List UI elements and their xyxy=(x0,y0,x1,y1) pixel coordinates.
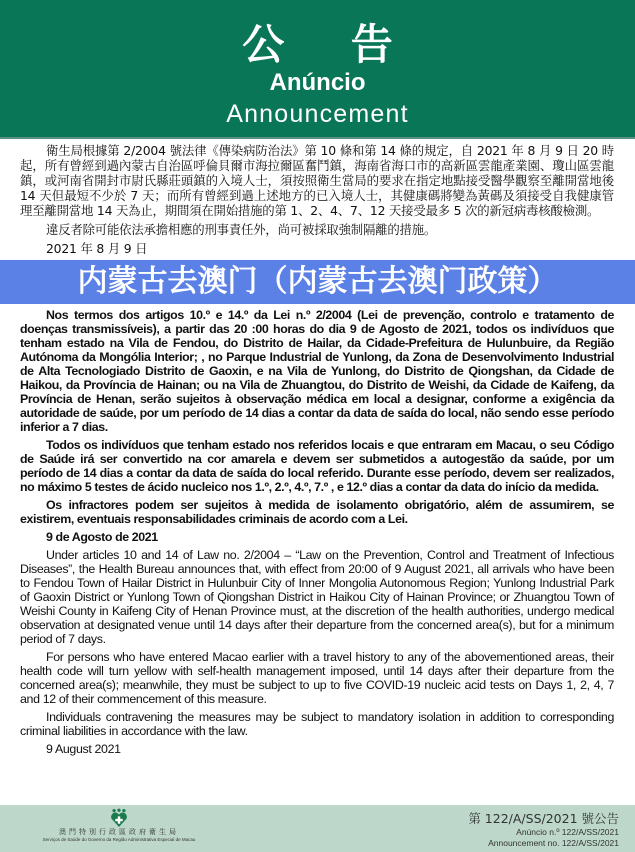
announcement-header xyxy=(0,0,635,137)
health-bureau-emblem-icon xyxy=(110,808,128,828)
announcement-number-zh: 第 122/A/SS/2021 號公告 xyxy=(468,811,619,826)
announcement-number-en: Announcement no. 122/A/SS/2021 xyxy=(488,838,619,848)
header-divider xyxy=(0,137,635,139)
logo-name-pt: Serviços de Saúde do Governo da Região Administrativa Especial de Macau xyxy=(42,837,196,842)
title-overlay-banner xyxy=(0,260,635,304)
health-bureau-logo xyxy=(14,808,224,843)
chinese-date: 2021 年 8 月 9 日 xyxy=(46,241,148,256)
portuguese-paragraph-2: Todos os indivíduos que tenham estado nos referidos locais e que entraram em Macau, o seu Código de Saúde irá ser convertido na cor amarela e devem ser submetidos a autogestão da saúde, por um período de 14 dias a contar da data de saída do local referido. Durante esse período, devem ser realizados, no máximo 5 testes de ácido nucleico nos 1.º, 2.º, 4.º, 7.º , e 12.º dias a contar da data do início da medida. xyxy=(20,438,614,494)
english-paragraph-1: Under articles 10 and 14 of Law no. 2/2004 – “Law on the Prevention, Control and Treatment of Infectious Diseases”, the Health Bureau announces that, with effect from 20:00 of 9 August 2021, all arrivals who have been to Fendou Town of Hailar District in Hulunbuir City of Inner Mongolia Autonomous Region; Yunlong Industrial Park of Gaoxin District or Yunlong Town of Qiongshan District in Haikou City of Hainan Province; or Zhuangtou Town of Weishi County in Kaifeng City of Henan Province must, at the discretion of the health authorities, undergo medical observation at designated venue until 14 days after their departure from the concerned area(s), but for a minimum period of 7 days. xyxy=(20,548,614,646)
english-paragraph-2: For persons who have entered Macao earlier with a travel history to any of the abovementioned areas, their health code will turn yellow with self-health management imposed, until 14 days after their departure from the concerned area(s); meanwhile, they must be subject to up to five COVID-19 nucleic acid tests on Days 1, 2, 4, 7 and 12 of their commencement of this measure. xyxy=(20,650,614,706)
title-en: Announcement xyxy=(226,100,409,128)
english-paragraph-3: Individuals contravening the measures may be subject to mandatory isolation in addition to corresponding criminal liabilities in accordance with the law. xyxy=(20,710,614,738)
overlay-title: 内蒙古去澳门（内蒙古去澳门政策） xyxy=(77,264,558,299)
portuguese-date: 9 de Agosto de 2021 xyxy=(46,530,158,544)
english-date: 9 August 2021 xyxy=(46,742,121,756)
portuguese-paragraph-1: Nos termos dos artigos 10.º e 14.º da Lei n.º 2/2004 (Lei de prevenção, controlo e tratamento de doenças transmissíveis), a partir das 20 :00 horas do dia 9 de Agosto de 2021, todos os indivíduos que tenham estado na Vila de Fendou, do Distrito de Hailar, da Cidade-Prefeitura de Hulunbuire, da Região Autónoma da Mongólia Interior; , no Parque Industrial de Yunlong, da Zona de Desenvolvimento Industrial de Alta Tecnologiado Distrito de Gaoxin, e na Vila de Yunlong, do Distrito de Qiongshan, da Cidade de Haikou, da Província de Hainan; ou na Vila de Zhuangtou, do Distrito de Weishi, da Cidade de Kaifeng, da Província de Henan, serão sujeitos à observação médica em local a designar, conforme a exigência da autoridade de saúde, por um período de 14 dias a contar da data de saída do local, não sendo esse período inferior a 7 dias. xyxy=(20,308,614,434)
portuguese-paragraph-3: Os infractores podem ser sujeitos à medida de isolamento obrigatório, além de assumirem, se existirem, eventuais responsabilidades criminais de acordo com a Lei. xyxy=(20,498,614,526)
announcement-number-pt: Anúncio n.º 122/A/SS/2021 xyxy=(516,827,619,837)
title-zh: 公 告 xyxy=(242,20,419,69)
announcement-body xyxy=(20,143,614,760)
logo-name-zh: 澳門特別行政區政府衛生局 xyxy=(59,828,179,836)
chinese-paragraph-1: 衛生局根據第 2/2004 號法律《傳染病防治法》第 10 條和第 14 條的規定，自 2021 年 8 月 9 日 20 時起，所有曾經到過內蒙古自治區呼倫貝爾市海拉爾區奮鬥鎮，海南省海口市的高新區雲龍產業園、瓊山區雲龍鎮，或河南省開封市尉氏縣莊頭鎮的入境人士，須按照衛生當局的要求在指定地點接受醫學觀察至離開當地後 14 天但最短不少於 7 天；而所有曾經到過上述地方的已入境人士，其健康碼將變為黃碼及須接受自我健康管理至離開當地 14 天為止，期間須在開始措施的第 1、2、4、7、12 天接受最多 5 次的新冠病毒核酸檢測。 xyxy=(20,143,614,218)
title-pt: Anúncio xyxy=(269,69,366,96)
chinese-paragraph-2: 違反者除可能依法承擔相應的刑事責任外，尚可被採取強制隔離的措施。 xyxy=(46,222,437,237)
announcement-footer xyxy=(0,805,635,852)
